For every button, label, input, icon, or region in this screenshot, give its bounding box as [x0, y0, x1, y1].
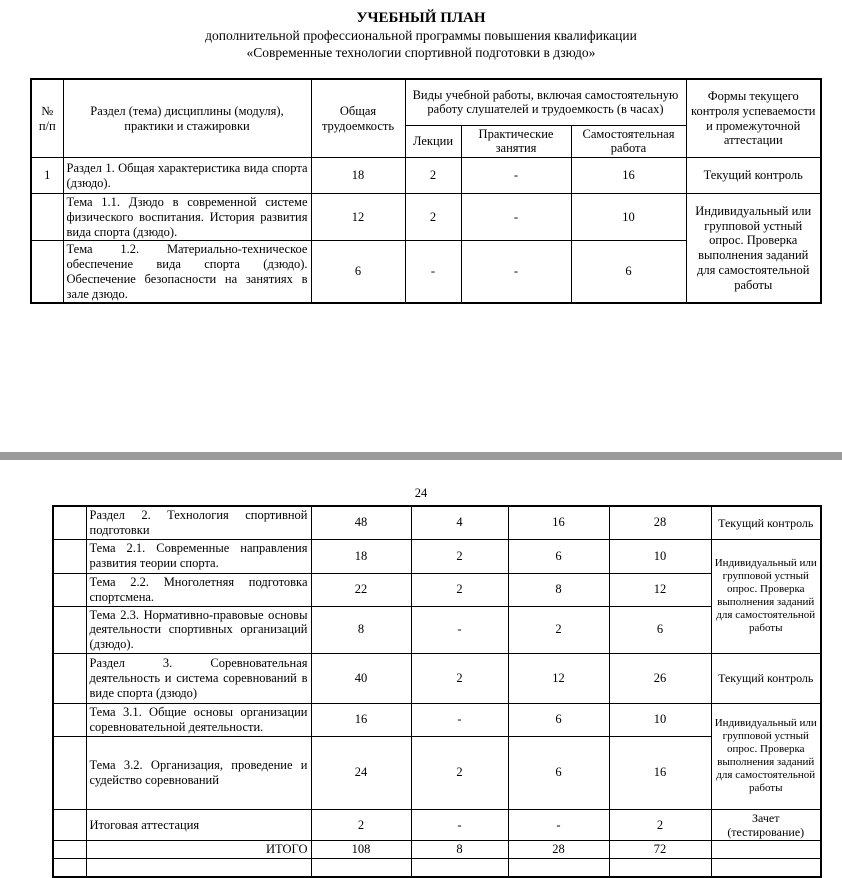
cell-lectures: 2	[411, 573, 508, 606]
table-row-tema-2-1	[53, 539, 821, 573]
table-row-tema-1-1	[31, 194, 821, 241]
cell-lectures: 8	[411, 841, 508, 859]
cell-num	[53, 653, 86, 703]
cell-practical: 6	[508, 539, 609, 573]
cell-control	[711, 841, 821, 859]
cell-control: Зачет (тестирование)	[711, 809, 821, 840]
cell-lectures: 2	[405, 158, 461, 194]
cell-topic	[86, 859, 311, 877]
col-header-total: Общая трудоемкость	[311, 79, 405, 158]
col-header-lectures: Лекции	[405, 125, 461, 158]
table-row-tema-2-2	[53, 573, 821, 606]
cell-practical: 6	[508, 703, 609, 736]
cell-num	[53, 606, 86, 653]
cell-lectures: -	[411, 606, 508, 653]
cell-self-study: 12	[609, 573, 711, 606]
page-gap-divider	[0, 452, 842, 460]
cell-self-study: 26	[609, 653, 711, 703]
cell-topic-itogo: ИТОГО	[86, 841, 311, 859]
table-row-tema-3-2	[53, 736, 821, 809]
title-block	[0, 10, 842, 61]
cell-self-study: 28	[609, 506, 711, 539]
cell-self-study: 16	[609, 736, 711, 809]
header-row-top	[31, 79, 821, 125]
cell-topic: Итоговая аттестация	[86, 809, 311, 840]
cell-self-study: 10	[609, 539, 711, 573]
cell-self-study: 6	[571, 241, 686, 304]
table-row-empty	[53, 859, 821, 877]
table-row-tema-3-1	[53, 703, 821, 736]
cell-total: 48	[311, 506, 411, 539]
cell-topic: Тема 2.2. Многолетняя подготовка спортсмена.	[86, 573, 311, 606]
cell-practical: 2	[508, 606, 609, 653]
cell-practical: 28	[508, 841, 609, 859]
cell-num	[53, 539, 86, 573]
col-header-topic: Раздел (тема) дисциплины (модуля), практики и стажировки	[63, 79, 311, 158]
cell-self-study: 72	[609, 841, 711, 859]
cell-num	[53, 703, 86, 736]
plan-subtitle-program: дополнительной профессиональной программы повышения квалификации	[205, 28, 637, 43]
cell-lectures	[411, 859, 508, 877]
cell-practical: -	[461, 194, 571, 241]
col-header-control: Формы текущего контроля успеваемости и промежуточной аттестации	[686, 79, 821, 158]
table-row-razdel-1	[31, 158, 821, 194]
cell-topic: Раздел 1. Общая характеристика вида спорта (дзюдо).	[63, 158, 311, 194]
cell-lectures: -	[411, 809, 508, 840]
cell-control: Текущий контроль	[711, 506, 821, 539]
cell-total: 6	[311, 241, 405, 304]
curriculum-table-page2	[52, 505, 822, 878]
cell-lectures: 2	[411, 539, 508, 573]
cell-self-study: 10	[571, 194, 686, 241]
cell-self-study: 6	[609, 606, 711, 653]
cell-topic: Тема 1.2. Материально-техническое обеспечение вида спорта (дзюдо). Обеспечение безопасности на занятиях в зале дзюдо.	[63, 241, 311, 304]
table-row-total	[53, 841, 821, 859]
cell-total: 108	[311, 841, 411, 859]
table-row-final-attestation	[53, 809, 821, 840]
cell-topic: Тема 2.1. Современные направления развития теории спорта.	[86, 539, 311, 573]
cell-topic: Тема 2.3. Нормативно-правовые основы деятельности спортивных организаций (дзюдо).	[86, 606, 311, 653]
cell-num	[53, 506, 86, 539]
cell-self-study: 10	[609, 703, 711, 736]
curriculum-table-page1	[30, 78, 822, 304]
plan-title: УЧЕБНЫЙ ПЛАН	[356, 10, 486, 26]
cell-total: 8	[311, 606, 411, 653]
cell-control: Текущий контроль	[686, 158, 821, 194]
cell-total: 22	[311, 573, 411, 606]
plan-subtitle-name: «Современные технологии спортивной подготовки в дзюдо»	[246, 45, 596, 60]
cell-lectures: 2	[405, 194, 461, 241]
cell-topic: Тема 3.1. Общие основы организации соревновательной деятельности.	[86, 703, 311, 736]
cell-practical: -	[461, 241, 571, 304]
cell-practical: 16	[508, 506, 609, 539]
col-header-num: № п/п	[31, 79, 63, 158]
cell-control	[711, 859, 821, 877]
cell-topic: Раздел 2. Технология спортивной подготовки	[86, 506, 311, 539]
cell-self-study: 2	[609, 809, 711, 840]
cell-total: 24	[311, 736, 411, 809]
cell-practical: 12	[508, 653, 609, 703]
table-row-razdel-2	[53, 506, 821, 539]
cell-practical	[508, 859, 609, 877]
col-header-practical: Практические занятия	[461, 125, 571, 158]
cell-self-study	[609, 859, 711, 877]
cell-control: Текущий контроль	[711, 653, 821, 703]
cell-num	[53, 841, 86, 859]
cell-lectures: 4	[411, 506, 508, 539]
table-row-tema-2-3	[53, 606, 821, 653]
cell-self-study: 16	[571, 158, 686, 194]
cell-total: 16	[311, 703, 411, 736]
cell-lectures: -	[405, 241, 461, 304]
cell-num	[53, 736, 86, 809]
cell-total	[311, 859, 411, 877]
page-number: 24	[414, 486, 428, 500]
cell-total: 18	[311, 539, 411, 573]
cell-lectures: -	[411, 703, 508, 736]
cell-topic: Тема 3.2. Организация, проведение и судейство соревнований	[86, 736, 311, 809]
cell-num	[53, 859, 86, 877]
cell-practical: 6	[508, 736, 609, 809]
cell-num	[31, 241, 63, 304]
cell-total: 2	[311, 809, 411, 840]
cell-practical: -	[508, 809, 609, 840]
table-row-razdel-3	[53, 653, 821, 703]
cell-num	[53, 573, 86, 606]
cell-control-merged: Индивидуальный или групповой устный опрос. Проверка выполнения заданий для самостоятельной работы	[711, 539, 821, 653]
cell-control-merged: Индивидуальный или групповой устный опрос. Проверка выполнения заданий для самостоятельной работы	[711, 703, 821, 809]
cell-practical: -	[461, 158, 571, 194]
cell-lectures: 2	[411, 653, 508, 703]
cell-num	[53, 809, 86, 840]
cell-control-merged: Индивидуальный или групповой устный опрос. Проверка выполнения заданий для самостоятельной работы	[686, 194, 821, 304]
cell-topic: Тема 1.1. Дзюдо в современной системе физического воспитания. История развития вида спорта (дзюдо).	[63, 194, 311, 241]
cell-total: 12	[311, 194, 405, 241]
cell-total: 40	[311, 653, 411, 703]
cell-num: 1	[31, 158, 63, 194]
cell-lectures: 2	[411, 736, 508, 809]
cell-total: 18	[311, 158, 405, 194]
cell-num	[31, 194, 63, 241]
cell-practical: 8	[508, 573, 609, 606]
cell-topic: Раздел 3. Соревновательная деятельность и система соревнований в виде спорта (дзюдо)	[86, 653, 311, 703]
col-header-self-study: Самостоятельная работа	[571, 125, 686, 158]
col-header-work-group: Виды учебной работы, включая самостоятельную работу слушателей и трудоемкость (в часах)	[405, 79, 686, 125]
